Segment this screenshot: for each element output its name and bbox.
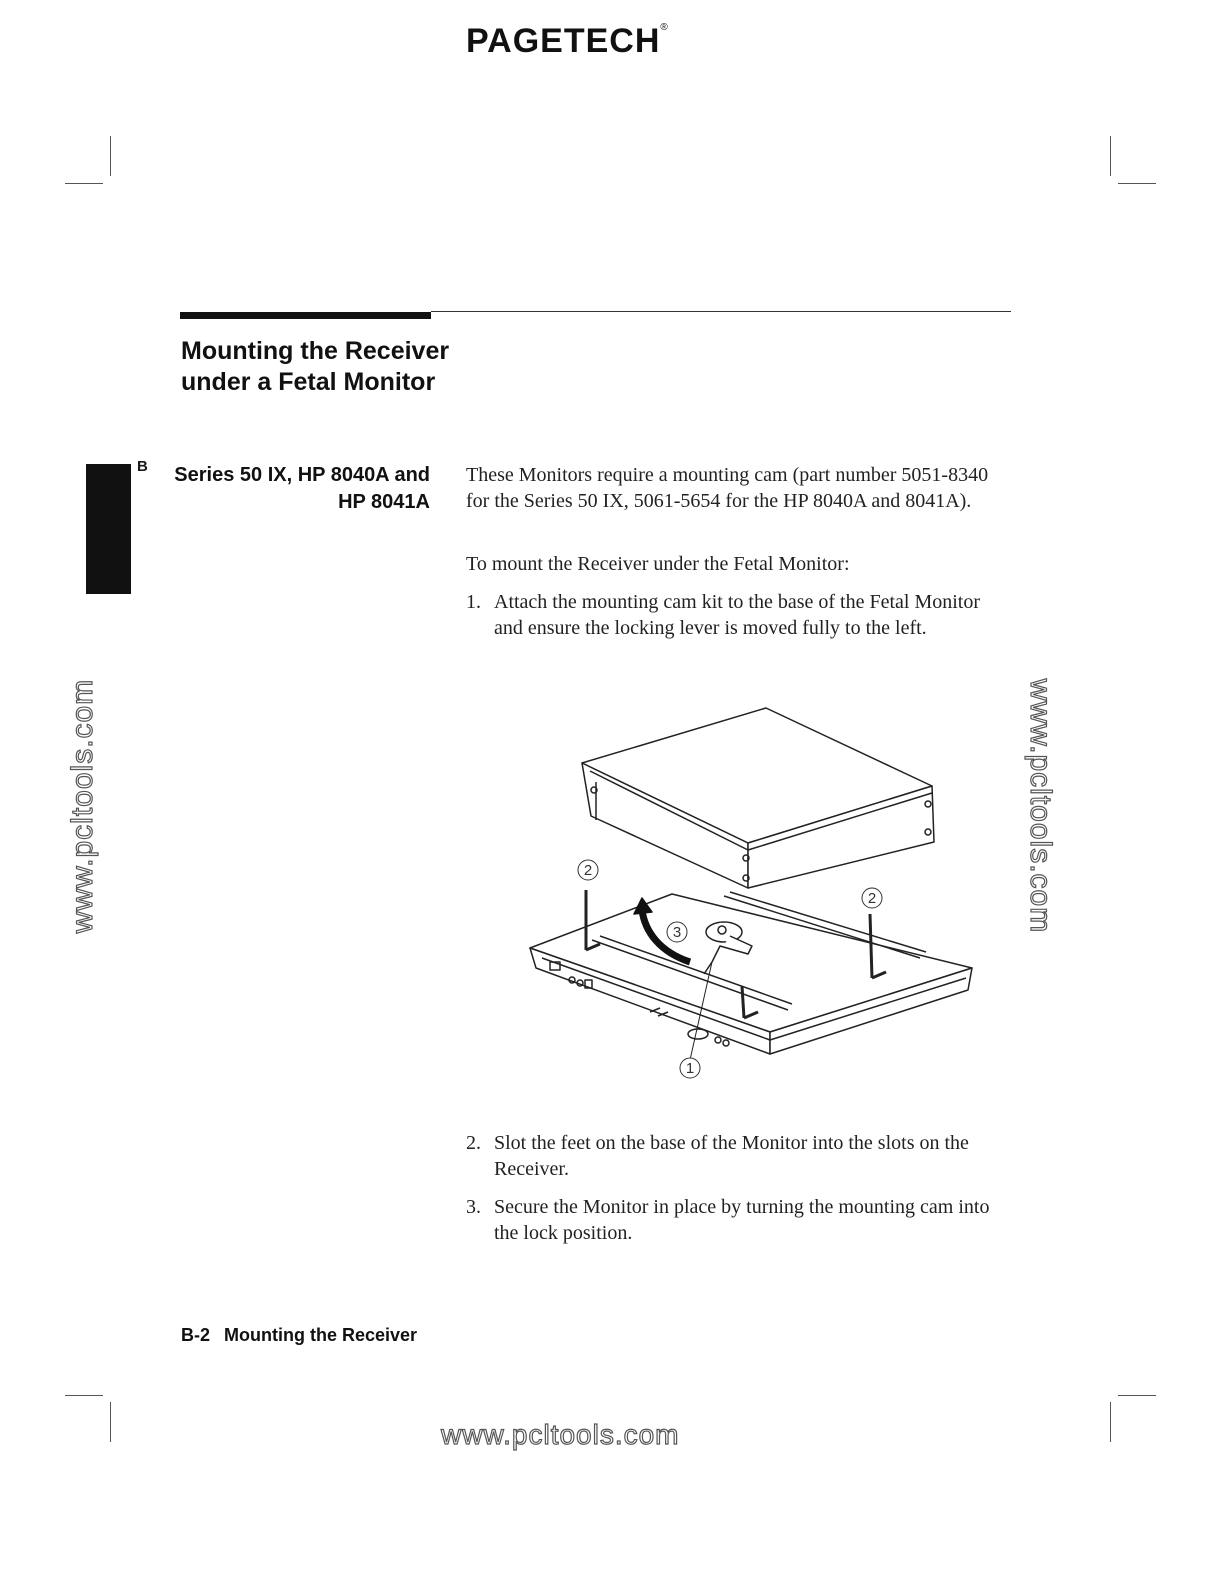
subsection-heading: Series 50 IX, HP 8040A and HP 8041A — [174, 464, 430, 513]
crop-mark-bl-v — [110, 1402, 111, 1442]
pagetech-logo — [466, 22, 669, 61]
receiver-top-face — [530, 894, 972, 1032]
lead-in-paragraph: To mount the Receiver under the Fetal Monitor: — [466, 553, 850, 575]
step-text: Attach the mounting cam kit to the base of the Fetal Monitor and ensure the locking lever is moved fully to the left. — [494, 591, 981, 639]
section-rule-thick — [180, 312, 431, 319]
callout-2-left: 2 — [583, 862, 593, 879]
callout-3: 3 — [672, 924, 682, 941]
foot-post-mid — [742, 986, 744, 1018]
intro-paragraph: These Monitors require a mounting cam (part number 5051-8340 for the Series 50 IX, 5061-5654 for the HP 8040A and 8041A). — [466, 464, 989, 512]
section-title: Mounting the Receiver under a Fetal Monitor — [181, 337, 450, 396]
registered-mark: ® — [660, 22, 669, 33]
callout-2-right: 2 — [867, 890, 877, 907]
crop-mark-br-v — [1110, 1402, 1111, 1442]
crop-mark-tr-v — [1110, 136, 1111, 176]
crop-mark-tr-h — [1118, 183, 1156, 184]
chapter-tab-letter: B — [137, 458, 148, 475]
step-number: 3. — [466, 1196, 481, 1218]
footer-title: Mounting the Receiver — [224, 1325, 418, 1345]
crop-mark-tl-v — [110, 136, 111, 176]
watermark-left: www.pcltools.com — [66, 678, 99, 934]
section-rule-thin — [431, 311, 1011, 312]
mounting-illustration — [520, 700, 980, 1090]
step-1 — [466, 589, 1011, 641]
step-2 — [466, 1130, 1011, 1182]
step-text: Secure the Monitor in place by turning the mounting cam into the lock position. — [494, 1196, 990, 1244]
callout-1: 1 — [685, 1060, 695, 1077]
page-footer — [181, 1325, 417, 1346]
logo-text: PAGETECH — [466, 22, 661, 60]
crop-mark-bl-h — [65, 1395, 103, 1396]
step-3 — [466, 1194, 1011, 1246]
crop-mark-br-h — [1118, 1395, 1156, 1396]
watermark-right: www.pcltools.com — [1024, 678, 1057, 934]
step-text: Slot the feet on the base of the Monitor into the slots on the Receiver. — [494, 1132, 969, 1180]
watermark-bottom: www.pcltools.com — [441, 1419, 680, 1450]
foot-post-right — [870, 914, 872, 978]
page-number: B-2 — [181, 1325, 211, 1345]
crop-mark-tl-h — [65, 183, 103, 184]
step-number: 2. — [466, 1132, 481, 1154]
chapter-tab-bar — [86, 464, 131, 594]
step-number: 1. — [466, 591, 481, 613]
